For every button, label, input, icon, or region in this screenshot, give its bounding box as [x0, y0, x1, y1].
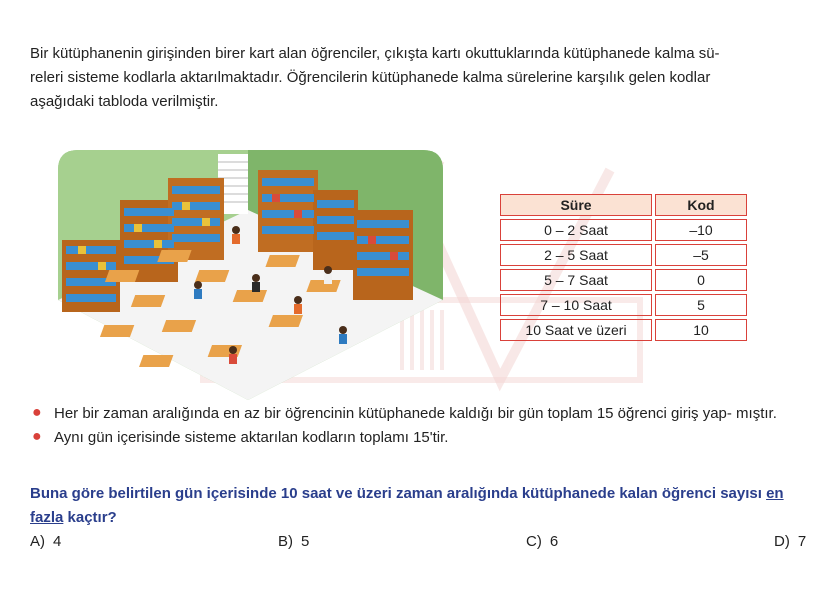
option-letter: A): [30, 533, 45, 550]
intro-line-2: releri sisteme kodlarla aktarılmaktadır. Öğrencilerin kütüphanede kalma sürelerine karşılık gelen kodlar: [30, 69, 711, 86]
cell-duration: 5 – 7 Saat: [500, 269, 652, 291]
question-after: kaçtır?: [63, 509, 117, 526]
intro-line-1: Bir kütüphanenin girişinden birer kart alan öğrenciler, çıkışta kartı okuttuklarında kütüphanede kalma sü-: [30, 45, 720, 62]
option-letter: B): [278, 533, 293, 550]
cell-code: –5: [655, 244, 747, 266]
table-header-row: [500, 194, 747, 216]
answer-options: [30, 533, 820, 557]
library-illustration: [58, 150, 443, 400]
bullet-text: Her bir zaman aralığında en az bir öğrencinin kütüphanede kaldığı bir gün toplam 15 öğrenci giriş yap- mıştır.: [54, 405, 777, 422]
table-row: [500, 244, 747, 266]
option-value: 7: [797, 533, 807, 550]
table-row: [500, 294, 747, 316]
bullet-item: [30, 426, 812, 450]
cell-code: 10: [655, 319, 747, 341]
question-before: Buna göre belirtilen gün içerisinde 10 saat ve üzeri zaman aralığında kütüphanede kalan öğrenci sayısı: [30, 485, 767, 502]
option-letter: D): [774, 533, 790, 550]
option-value: 4: [53, 533, 62, 550]
cell-duration: 0 – 2 Saat: [500, 219, 652, 241]
cell-code: –10: [655, 219, 747, 241]
option-value: 5: [301, 533, 310, 550]
option-d[interactable]: [774, 533, 806, 550]
bullet-dot-icon: ●: [32, 428, 42, 445]
cell-duration: 7 – 10 Saat: [500, 294, 652, 316]
option-b[interactable]: [278, 533, 309, 550]
cell-code: 0: [655, 269, 747, 291]
bullet-text: Aynı gün içerisinde sisteme aktarılan kodların toplamı 15'tir.: [54, 429, 449, 446]
cell-code: 5: [655, 294, 747, 316]
cell-duration: 2 – 5 Saat: [500, 244, 652, 266]
option-c[interactable]: [526, 533, 558, 550]
option-a[interactable]: [30, 533, 61, 550]
option-letter: C): [526, 533, 542, 550]
question-underlined: en fazla: [30, 485, 784, 526]
table-row: [500, 269, 747, 291]
header-sure: Süre: [500, 194, 652, 216]
intro-paragraph: [30, 42, 812, 114]
bullet-list: [30, 402, 812, 450]
code-table: [497, 191, 750, 344]
bullet-dot-icon: ●: [32, 404, 42, 421]
table-row: [500, 219, 747, 241]
bullet-item: [30, 402, 812, 426]
table-row: [500, 319, 747, 341]
header-kod: Kod: [655, 194, 747, 216]
cell-duration: 10 Saat ve üzeri: [500, 319, 652, 341]
intro-line-3: aşağıdaki tabloda verilmiştir.: [30, 93, 219, 110]
option-value: 6: [549, 533, 559, 550]
question-text: [30, 482, 812, 530]
